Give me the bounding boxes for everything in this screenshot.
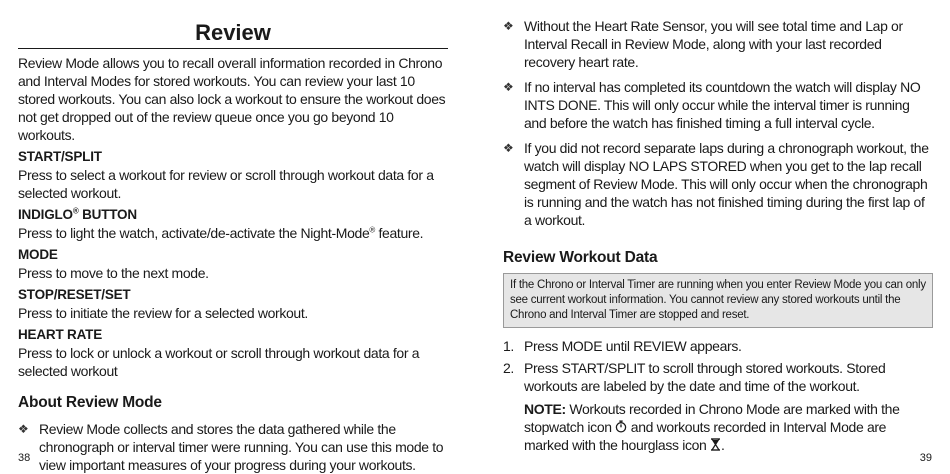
list-item (503, 337, 933, 355)
bullet-text: Review Mode collects and stores the data gathered while the chronograph or interval timer were running. You can use this mode to view important measures of your progress during your workouts. (39, 421, 444, 473)
bullet-text: If you did not record separate laps during a chronograph workout, the watch will display NO LAPS STORED when you get to the lap recall segment of Review Mode. This will only occur when the chronograph is running and the watch has not finished timing during the first lap of a workout. (524, 140, 929, 228)
diamond-bullet-icon: ❖ (18, 422, 29, 436)
notes-bullet-list (503, 17, 933, 229)
button-heading-start-split: START/SPLIT (18, 149, 102, 164)
about-bullet-list (18, 420, 448, 474)
button-heading-mode: MODE (18, 247, 58, 262)
left-page (18, 0, 448, 473)
indiglo-desc-post: feature. (374, 225, 424, 241)
stopwatch-icon (615, 420, 627, 433)
list-item (503, 359, 933, 454)
button-desc-stop-reset-set: Press to initiate the review for a selected workout. (18, 305, 308, 321)
step-text: Press START/SPLIT to scroll through stored workouts. Stored workouts are labeled by the date and time of the workout. (524, 360, 886, 394)
note-paragraph (524, 400, 933, 454)
button-heading-indiglo (18, 206, 448, 223)
indiglo-desc-pre: Press to light the watch, activate/de-activate the Night-Mode (18, 225, 370, 241)
review-workout-data-heading: Review Workout Data (503, 249, 658, 266)
diamond-bullet-icon: ❖ (503, 141, 514, 155)
page-title: Review (18, 20, 448, 49)
step-number: 2. (503, 360, 514, 376)
indiglo-registered-mark: ® (72, 206, 79, 216)
note-text-b: and workouts recorded in Interval Mode are marked with the hourglass icon (524, 419, 887, 453)
right-page (503, 0, 933, 467)
bullet-text: If no interval has completed its countdown the watch will display NO INTS DONE. This will only occur while the interval timer is running and before the watch has finished timing a full interval cycle. (524, 79, 921, 131)
button-heading-heart-rate: HEART RATE (18, 327, 102, 342)
note-text-a: Workouts recorded in Chrono Mode are marked with the stopwatch icon (524, 401, 900, 435)
note-label: NOTE: (524, 401, 566, 417)
list-item (503, 17, 933, 71)
button-desc-heart-rate: Press to lock or unlock a workout or scroll through workout data for a selected workout (18, 345, 420, 379)
bullet-text: Without the Heart Rate Sensor, you will see total time and Lap or Interval Recall in Review Mode, along with your last recorded recovery heart rate. (524, 18, 903, 70)
indiglo-name-suffix: BUTTON (78, 207, 137, 222)
step-number: 1. (503, 338, 514, 354)
list-item (503, 78, 933, 132)
list-item (18, 420, 448, 474)
diamond-bullet-icon: ❖ (503, 19, 514, 33)
indiglo-name: INDIGLO (18, 207, 73, 222)
list-item (503, 139, 933, 229)
hourglass-icon (710, 438, 721, 451)
button-heading-stop-reset-set: STOP/RESET/SET (18, 287, 131, 302)
button-desc-indiglo (18, 224, 448, 242)
steps-list (503, 337, 933, 454)
button-desc-start-split: Press to select a workout for review or scroll through workout data for a selected workout. (18, 167, 434, 201)
intro-paragraph: Review Mode allows you to recall overall information recorded in Chrono and Interval Modes for stored workouts. You can review your last 10 stored workouts. You can also lock a workout to ensure the workout does not get dropped out of the review queue once you go beyond 10 workouts. (18, 55, 446, 143)
button-desc-mode: Press to move to the next mode. (18, 265, 209, 281)
night-mode-registered-mark: ® (369, 225, 375, 235)
info-callout-box: If the Chrono or Interval Timer are running when you enter Review Mode you can only see current workout information. You cannot review any stored workouts until the Chrono and Interval Timer are stopped and reset. (503, 273, 933, 328)
diamond-bullet-icon: ❖ (503, 80, 514, 94)
step-text: Press MODE until REVIEW appears. (524, 338, 742, 354)
page-number-right: 39 (919, 452, 932, 464)
page-number-left: 38 (18, 452, 31, 464)
note-text-c: . (721, 437, 725, 453)
about-review-heading: About Review Mode (18, 394, 162, 411)
